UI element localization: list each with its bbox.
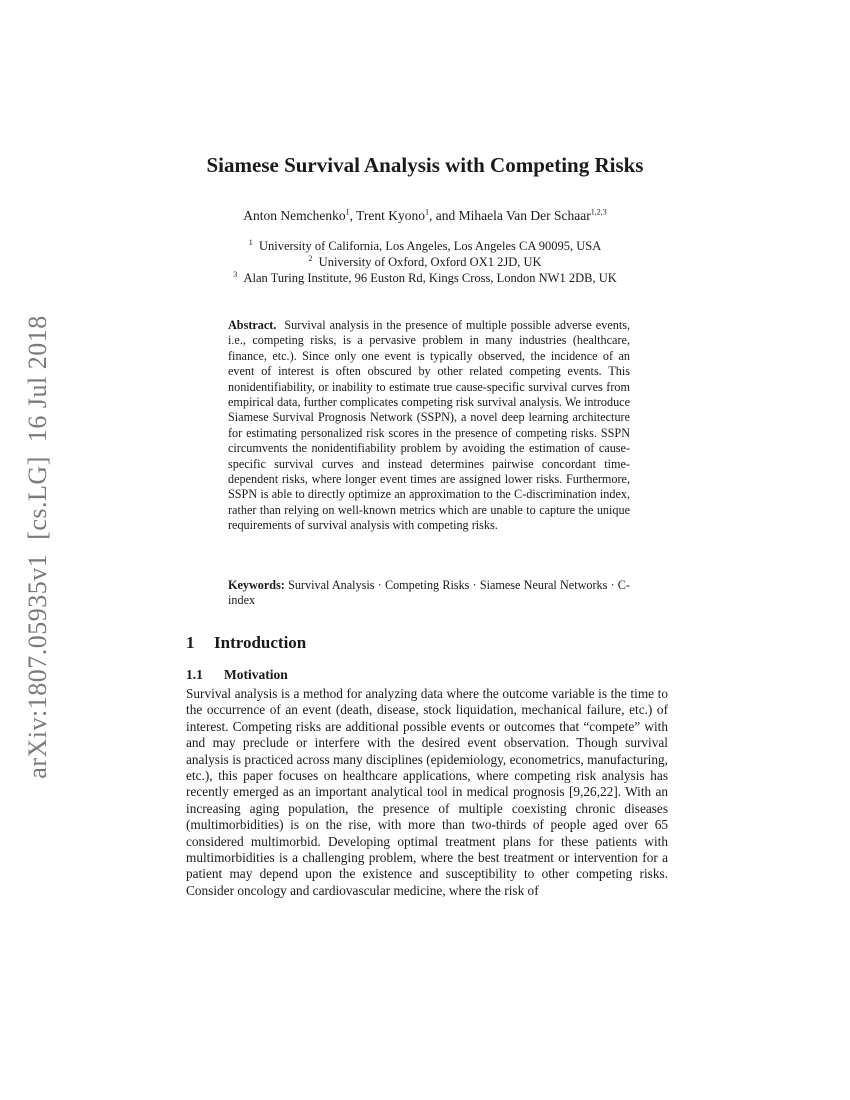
affil-mark: 1 xyxy=(248,237,253,247)
keywords-text: Survival Analysis · Competing Risks · Siamese Neural Networks · C-index xyxy=(228,578,630,608)
subsection-heading xyxy=(186,667,288,683)
author-affil-mark: 1 xyxy=(345,207,350,217)
author-name: Mihaela Van Der Schaar xyxy=(458,208,591,223)
keywords xyxy=(228,578,630,609)
section-heading xyxy=(186,633,306,653)
author-separator: , xyxy=(349,208,357,223)
affil-text: University of California, Los Angeles, Los Angeles CA 90095, USA xyxy=(258,239,602,253)
paper-title: Siamese Survival Analysis with Competing Risks xyxy=(206,153,644,177)
section-title: Introduction xyxy=(214,633,307,652)
arxiv-category: [cs.LG] xyxy=(23,456,52,540)
affiliations xyxy=(0,238,850,286)
affiliation-line xyxy=(0,254,850,270)
section-number: 1 xyxy=(186,633,195,652)
affil-mark: 3 xyxy=(233,269,238,279)
affil-text: Alan Turing Institute, 96 Euston Rd, Kings Cross, London NW1 2DB, UK xyxy=(243,271,617,285)
keywords-label: Keywords: xyxy=(228,578,285,592)
affiliation-line xyxy=(0,270,850,286)
subsection-number: 1.1 xyxy=(186,667,203,682)
author-affil-mark: 1,2,3 xyxy=(590,207,607,217)
arxiv-stamp xyxy=(23,301,53,778)
author-name: Anton Nemchenko xyxy=(243,208,346,223)
affil-mark: 2 xyxy=(308,253,313,263)
author-separator: , and xyxy=(429,208,459,223)
subsection-title: Motivation xyxy=(224,667,288,682)
arxiv-date: 16 Jul 2018 xyxy=(23,315,52,443)
author-list xyxy=(0,208,850,224)
abstract-text: Survival analysis in the presence of multiple possible adverse events, i.e., competing risks, is a pervasive problem in many industries (healthcare, finance, etc.). Since only one event is typically observed, the incidence of an event of interest is often obscured by other related competing events. This nonidentifiability, or inability to estimate true cause-specific survival curves from empirical data, further complicates competing risk survival analysis. We introduce Siamese Survival Prognosis Network (SSPN), a novel deep learning architecture for estimating personalized risk scores in the presence of competing risks. SSPN circumvents the nonidentifiability problem by avoiding the estimation of cause-specific survival curves and instead determines pairwise concordant time-dependent risks, where longer event times are assigned lower risks. Furthermore, SSPN is able to directly optimize an approximation to the C-discrimination index, rather than relying on well-known metrics which are unable to capture the unique requirements of survival analysis with competing risks. xyxy=(228,318,630,533)
abstract xyxy=(228,318,630,534)
body-paragraph: Survival analysis is a method for analyzing data where the outcome variable is the time to the occurrence of an event (death, disease, stock liquidation, mechanical failure, etc.) of interest. Competing risks are additional possible events or outcomes that “compete” with and may preclude or interfere with the desired event observation. Though survival analysis is practiced across many disciplines (epidemiology, econometrics, manufacturing, etc.), this paper focuses on healthcare applications, where competing risk analysis has recently emerged as an important analytical tool in medical prognosis [9,26,22]. With an increasing aging population, the presence of multiple coexisting chronic diseases (multimorbidities) is on the rise, with more than two-thirds of people aged over 65 considered multimorbid. Developing optimal treatment plans for these patients with multimorbidities is a challenging problem, where the best treatment or intervention for a patient may depend upon the existence and susceptibility to other competing risks. Consider oncology and cardiovascular medicine, where the risk of xyxy=(186,686,668,898)
author-name: Trent Kyono xyxy=(356,208,426,223)
affil-text: University of Oxford, Oxford OX1 2JD, UK xyxy=(318,255,542,269)
abstract-label: Abstract. xyxy=(228,318,277,332)
author-affil-mark: 1 xyxy=(425,207,430,217)
affiliation-line xyxy=(0,238,850,254)
arxiv-id: arXiv:1807.05935v1 xyxy=(23,553,52,779)
